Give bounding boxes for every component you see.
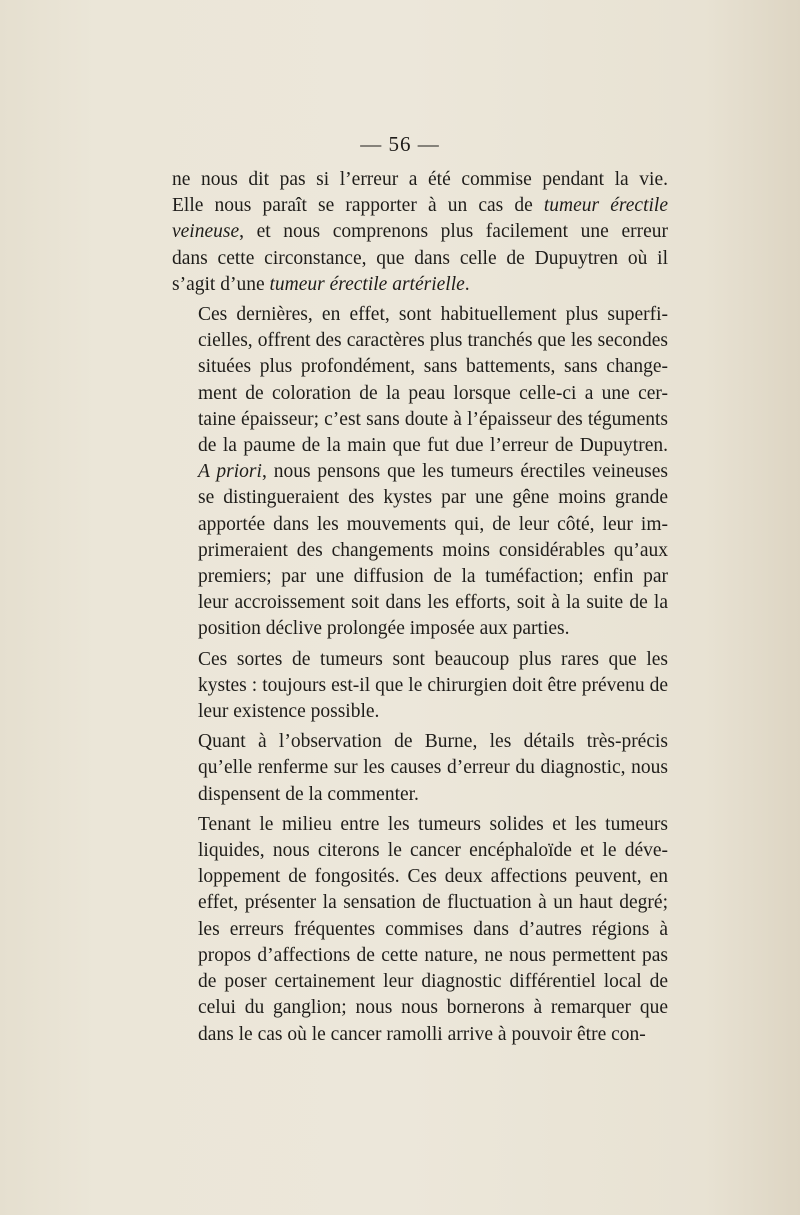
text-line — [172, 354, 668, 380]
text-line — [172, 590, 668, 616]
text-line — [172, 564, 668, 590]
text-run: primeraient des changements moins considérables qu’aux — [198, 539, 668, 561]
text-run: apportée dans les mouvements qui, de leur côté, leur im- — [198, 513, 668, 535]
paragraph — [172, 729, 668, 808]
italic-text: veineuse — [172, 221, 240, 243]
text-line — [172, 193, 668, 219]
text-line — [172, 302, 668, 328]
text-run: de la paume de la main que fut due l’erreur de Dupuytren. — [198, 435, 668, 457]
text-run: situées plus profondément, sans battements, sans change- — [198, 356, 668, 378]
text-line — [172, 538, 668, 564]
text-line — [172, 812, 668, 838]
text-line — [172, 219, 668, 245]
text-line — [172, 246, 668, 272]
paragraph — [172, 302, 668, 643]
text-line — [172, 943, 668, 969]
text-line — [172, 782, 668, 808]
text-line — [172, 407, 668, 433]
text-line — [172, 459, 668, 485]
paragraph — [172, 647, 668, 726]
text-run: ne nous dit pas si l’erreur a été commise pendant la vie. — [172, 169, 668, 190]
text-run: dispensent de la commenter. — [198, 783, 419, 805]
text-line — [172, 890, 668, 916]
text-run: celui du ganglion; nous nous bornerons à remarquer que — [198, 997, 668, 1019]
text-line — [172, 699, 668, 725]
text-run: . — [464, 273, 470, 295]
text-line — [172, 272, 668, 298]
text-run: Ces dernières, en effet, sont habituellement plus superfi- — [198, 304, 668, 326]
text-line — [172, 512, 668, 538]
text-line — [172, 995, 668, 1021]
text-run: loppement de fongosités. Ces deux affections peuvent, en — [198, 866, 668, 888]
text-run: dans le cas où le cancer ramolli arrive à pouvoir être con- — [198, 1023, 646, 1045]
body-text — [172, 167, 668, 1052]
text-run: , et nous comprenons plus facilement une erreur — [239, 221, 668, 243]
text-run: Quant à l’observation de Burne, les détails très-précis — [198, 731, 668, 753]
text-line — [172, 838, 668, 864]
text-line — [172, 433, 668, 459]
text-run: premiers; par une diffusion de la tuméfaction; enfin par — [198, 566, 668, 588]
text-run: les erreurs fréquentes commises dans d’autres régions à — [198, 918, 668, 940]
italic-text: A priori — [198, 461, 262, 483]
text-line — [172, 647, 668, 673]
text-line — [172, 328, 668, 354]
text-run: cielles, offrent des caractères plus tranchés que les secondes — [198, 330, 668, 352]
text-line — [172, 864, 668, 890]
text-line — [172, 616, 668, 642]
text-run: liquides, nous citerons le cancer encéphaloïde et le déve- — [198, 840, 668, 862]
paragraph — [172, 167, 668, 298]
text-run: qu’elle renferme sur les causes d’erreur du diagnostic, nous — [198, 757, 668, 779]
text-run: taine épaisseur; c’est sans doute à l’épaisseur des téguments — [198, 408, 668, 430]
text-run: Ces sortes de tumeurs sont beaucoup plus rares que les — [198, 648, 668, 670]
text-run: dans cette circonstance, que dans celle de Dupuytren où il — [172, 247, 668, 269]
text-run: position déclive prolongée imposée aux parties. — [198, 618, 570, 640]
text-line — [172, 381, 668, 407]
text-run: leur accroissement soit dans les efforts, soit à la suite de la — [198, 592, 668, 614]
text-line — [172, 969, 668, 995]
italic-text: tumeur érectile artérielle — [269, 273, 465, 295]
text-run: , nous pensons que les tumeurs érectiles veineuses — [261, 461, 669, 483]
text-line — [172, 917, 668, 943]
text-run: Tenant le milieu entre les tumeurs solides et les tumeurs — [198, 813, 668, 835]
text-run: leur existence possible. — [198, 701, 380, 723]
text-run: ment de coloration de la peau lorsque celle-ci a une cer- — [198, 382, 668, 404]
text-line — [172, 755, 668, 781]
text-line — [172, 485, 668, 511]
text-run: kystes : toujours est-il que le chirurgien doit être prévenu de — [198, 674, 668, 696]
text-run: s’agit d’une — [172, 273, 270, 295]
text-run: effet, présenter la sensation de fluctuation à un haut degré; — [198, 892, 668, 914]
text-line — [172, 167, 668, 193]
text-run: de poser certainement leur diagnostic différentiel local de — [198, 971, 668, 993]
italic-text: tumeur érectile — [543, 195, 668, 217]
text-line — [172, 673, 668, 699]
text-run: propos d’affections de cette nature, ne nous permettent pas — [198, 944, 668, 966]
text-run: Elle nous paraît se rapporter à un cas de — [172, 195, 544, 217]
text-run: se distingueraient des kystes par une gêne moins grande — [198, 487, 668, 509]
text-line — [172, 729, 668, 755]
paragraph — [172, 812, 668, 1048]
page-number: — 56 — — [360, 132, 440, 156]
text-line — [172, 1022, 668, 1048]
